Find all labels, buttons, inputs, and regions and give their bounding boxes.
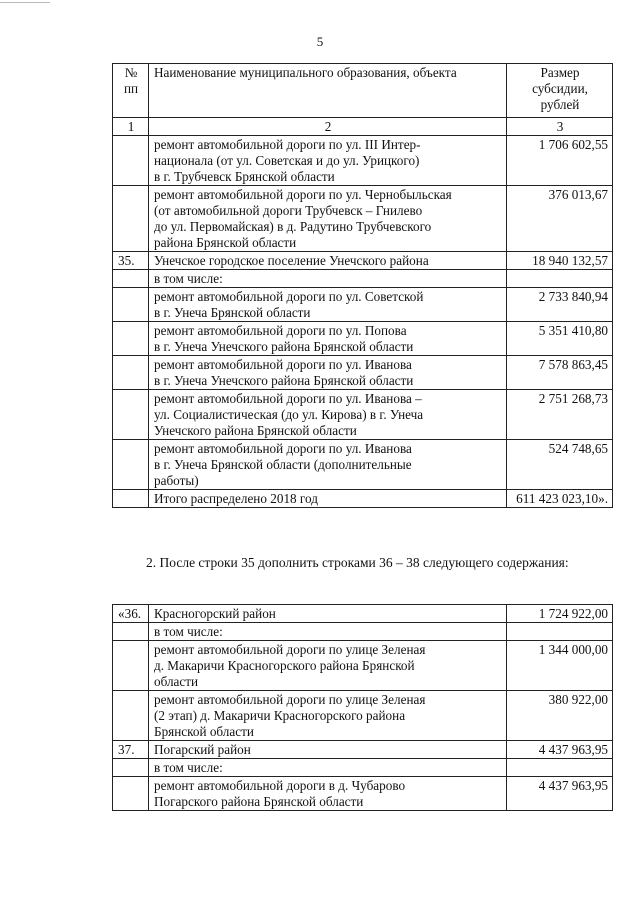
table-row: [113, 777, 613, 811]
row-number: [113, 288, 149, 322]
header-amount: Размер субсидии, рублей: [507, 64, 613, 118]
row-amount: [507, 270, 613, 288]
table-row: [113, 136, 613, 186]
column-number: 3: [507, 118, 613, 136]
row-amount: 376 013,67: [507, 186, 613, 252]
row-amount: 4 437 963,95: [507, 741, 613, 759]
amendment-paragraph: 2. После строки 35 дополнить строками 36 – 38 следующего содержания:: [146, 555, 569, 570]
row-amount: 380 922,00: [507, 691, 613, 741]
row-name: ремонт автомобильной дороги по улице Зеленая д. Макаричи Красногорского района Брянской области: [149, 641, 507, 691]
row-number: [113, 356, 149, 390]
table-header-row: [113, 64, 613, 118]
table-row: [113, 270, 613, 288]
table-row: [113, 605, 613, 623]
header-num: № пп: [113, 64, 149, 118]
table-row: [113, 356, 613, 390]
header-name: Наименование муниципального образования, объекта: [149, 64, 507, 118]
row-amount: 7 578 863,45: [507, 356, 613, 390]
row-amount: 5 351 410,80: [507, 322, 613, 356]
table-row: [113, 623, 613, 641]
row-name: ремонт автомобильной дороги в д. Чубарово Погарского района Брянской области: [149, 777, 507, 811]
row-name: Погарский район: [149, 741, 507, 759]
row-name: в том числе:: [149, 759, 507, 777]
row-number: 37.: [113, 741, 149, 759]
row-amount: 2 733 840,94: [507, 288, 613, 322]
table-row: [113, 390, 613, 440]
row-number: [113, 322, 149, 356]
row-name: Итого распределено 2018 год: [149, 490, 507, 508]
subsidy-table-continued: [112, 63, 613, 508]
row-name: ремонт автомобильной дороги по ул. Иванова в г. Унеча Брянской области (дополнительные работы): [149, 440, 507, 490]
row-amount: 1 706 602,55: [507, 136, 613, 186]
row-number: [113, 390, 149, 440]
row-number: [113, 691, 149, 741]
page-number: 5: [316, 34, 324, 49]
table-row: [113, 759, 613, 777]
table-row: [113, 440, 613, 490]
row-amount: [507, 759, 613, 777]
row-number: [113, 759, 149, 777]
row-number: [113, 623, 149, 641]
row-number: [113, 136, 149, 186]
row-name: ремонт автомобильной дороги по ул. Иванова – ул. Социалистическая (до ул. Кирова) в г. Унеча Унечского района Брянской области: [149, 390, 507, 440]
table-row: [113, 641, 613, 691]
row-amount: 1 344 000,00: [507, 641, 613, 691]
row-number: [113, 490, 149, 508]
row-name: Красногорский район: [149, 605, 507, 623]
row-amount: 4 437 963,95: [507, 777, 613, 811]
row-number: [113, 777, 149, 811]
row-name: ремонт автомобильной дороги по улице Зеленая (2 этап) д. Макаричи Красногорского района Брянской области: [149, 691, 507, 741]
row-name: в том числе:: [149, 623, 507, 641]
column-number-row: [113, 118, 613, 136]
row-number: [113, 186, 149, 252]
table-row: [113, 186, 613, 252]
table-row: [113, 741, 613, 759]
table-row: [113, 322, 613, 356]
row-number: [113, 641, 149, 691]
row-amount: 1 724 922,00: [507, 605, 613, 623]
subsidy-table-additions: [112, 604, 613, 811]
row-amount: 611 423 023,10».: [507, 490, 613, 508]
column-number: 2: [149, 118, 507, 136]
row-number: 35.: [113, 252, 149, 270]
table-row: [113, 691, 613, 741]
column-number: 1: [113, 118, 149, 136]
row-amount: 18 940 132,57: [507, 252, 613, 270]
table-row: [113, 252, 613, 270]
row-name: Унечское городское поселение Унечского района: [149, 252, 507, 270]
row-amount: [507, 623, 613, 641]
row-name: ремонт автомобильной дороги по ул. Иванова в г. Унеча Унечского района Брянской области: [149, 356, 507, 390]
table-row: [113, 490, 613, 508]
row-number: [113, 440, 149, 490]
row-number: [113, 270, 149, 288]
row-name: ремонт автомобильной дороги по ул. Чернобыльская (от автомобильной дороги Трубчевск – Гнилево до ул. Первомайская) в д. Радутино Трубчевского района Брянской области: [149, 186, 507, 252]
row-number: «36.: [113, 605, 149, 623]
row-name: в том числе:: [149, 270, 507, 288]
row-name: ремонт автомобильной дороги по ул. III Интер- национала (от ул. Советская и до ул. Урицкого) в г. Трубчевск Брянской области: [149, 136, 507, 186]
row-amount: 2 751 268,73: [507, 390, 613, 440]
table-row: [113, 288, 613, 322]
row-name: ремонт автомобильной дороги по ул. Попова в г. Унеча Унечского района Брянской области: [149, 322, 507, 356]
scan-edge-mark: [0, 2, 50, 3]
row-amount: 524 748,65: [507, 440, 613, 490]
row-name: ремонт автомобильной дороги по ул. Советской в г. Унеча Брянской области: [149, 288, 507, 322]
